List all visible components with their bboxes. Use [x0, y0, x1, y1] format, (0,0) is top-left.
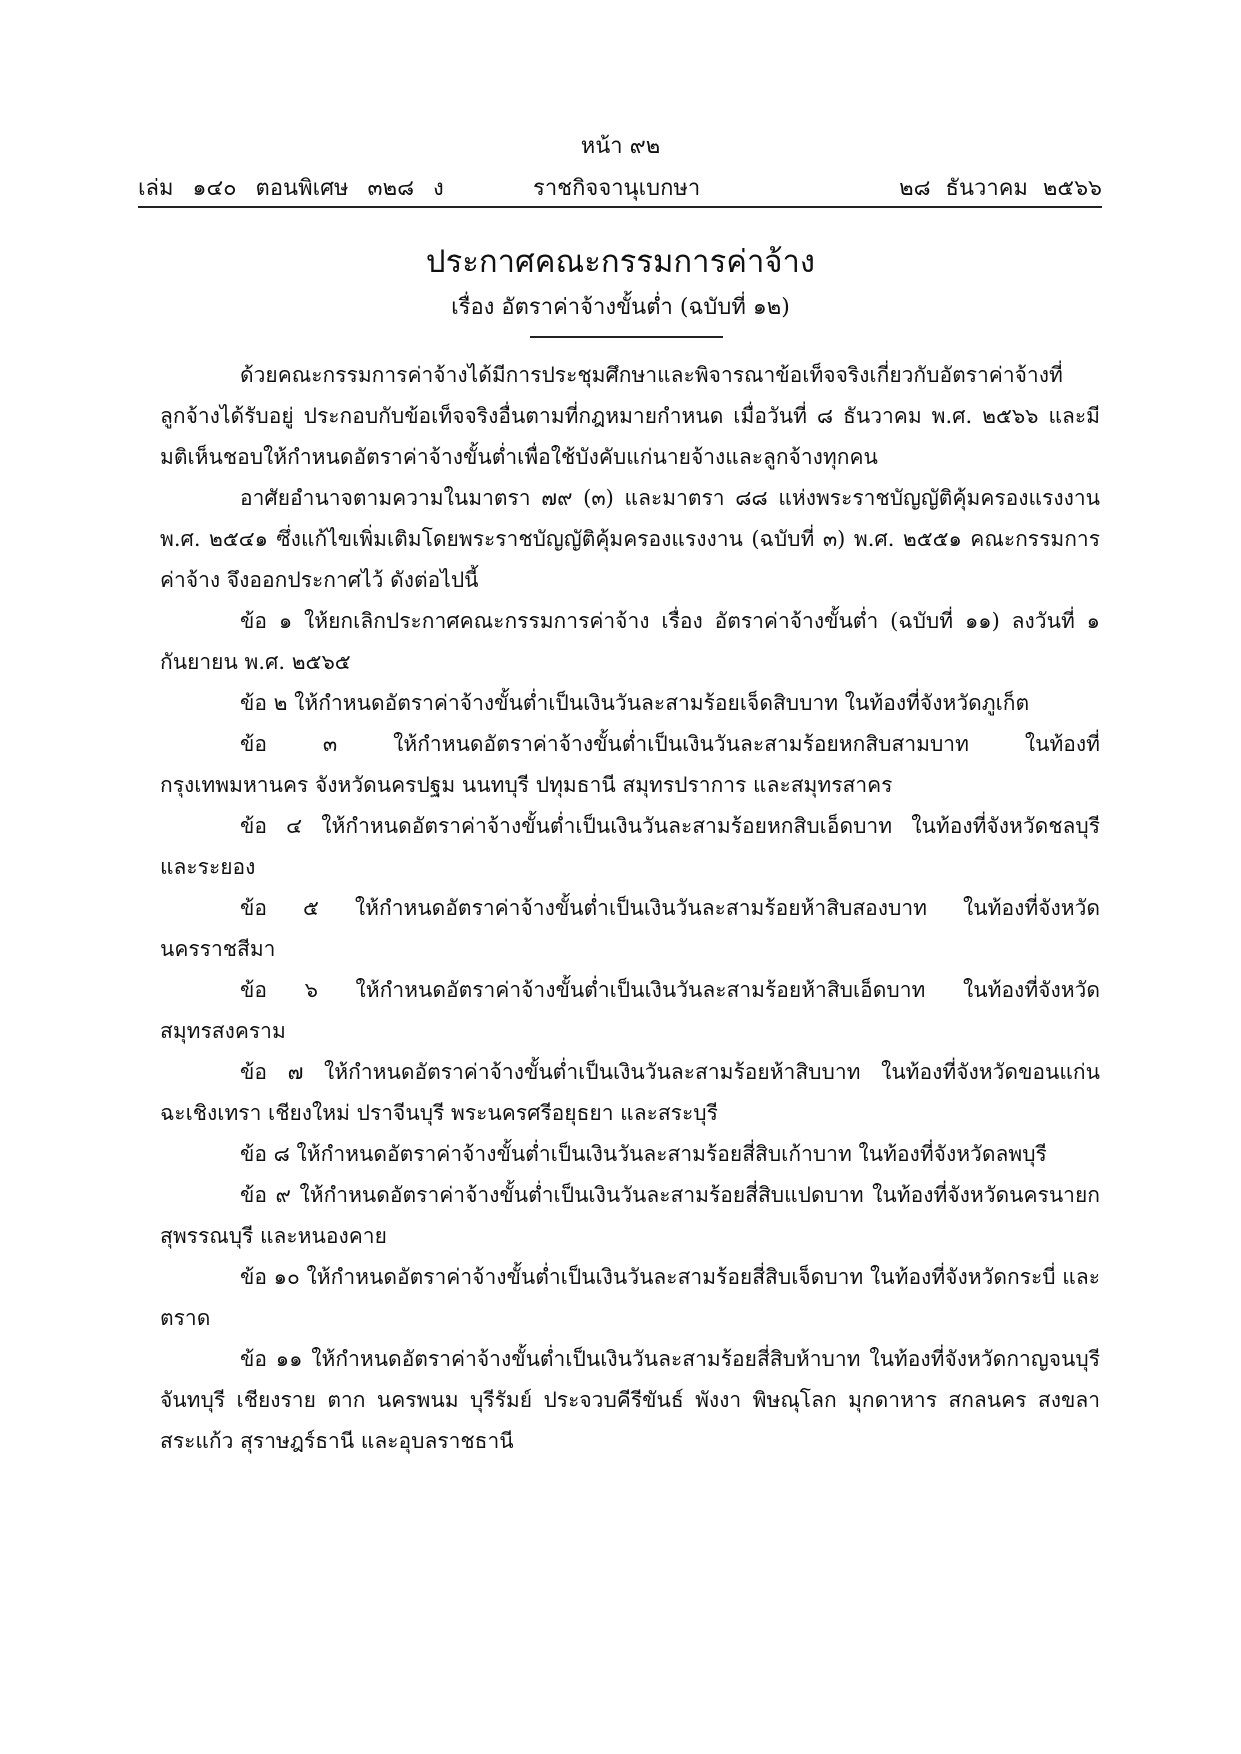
- paragraph-preamble: ด้วยคณะกรรมการค่าจ้างได้มีการประชุมศึกษาและพิจารณาข้อเท็จจริงเกี่ยวกับอัตราค่าจ้างที่ลูกจ้างได้รับอยู่ ประกอบกับข้อเท็จจริงอื่นตามที่กฎหมายกำหนด เมื่อวันที่ ๘ ธันวาคม พ.ศ. ๒๕๖๖ และมีมติเห็นชอบให้กำหนดอัตราค่าจ้างขั้นต่ำเพื่อใช้บังคับแก่นายจ้างและลูกจ้างทุกคน: [160, 363, 1100, 469]
- clause-3: ข้อ ๓ ให้กำหนดอัตราค่าจ้างขั้นต่ำเป็นเงินวันละสามร้อยหกสิบสามบาท ในท้องที่กรุงเทพมหานคร จังหวัดนครปฐม นนทบุรี ปทุมธานี สมุทรปราการ และสมุทรสาคร: [160, 732, 1100, 797]
- clause-4: ข้อ ๔ ให้กำหนดอัตราค่าจ้างขั้นต่ำเป็นเงินวันละสามร้อยหกสิบเอ็ดบาท ในท้องที่จังหวัดชลบุรี และระยอง: [160, 814, 1100, 879]
- clause-7: ข้อ ๗ ให้กำหนดอัตราค่าจ้างขั้นต่ำเป็นเงินวันละสามร้อยห้าสิบบาท ในท้องที่จังหวัดขอนแก่น ฉะเชิงเทรา เชียงใหม่ ปราจีนบุรี พระนครศรีอยุธยา และสระบุรี: [160, 1060, 1100, 1125]
- clause-9: ข้อ ๙ ให้กำหนดอัตราค่าจ้างขั้นต่ำเป็นเงินวันละสามร้อยสี่สิบแปดบาท ในท้องที่จังหวัดนครนายก สุพรรณบุรี และหนองคาย: [160, 1183, 1100, 1248]
- clause-2: ข้อ ๒ ให้กำหนดอัตราค่าจ้างขั้นต่ำเป็นเงินวันละสามร้อยเจ็ดสิบบาท ในท้องที่จังหวัดภูเก็ต: [240, 691, 1030, 715]
- title-divider: [530, 336, 723, 338]
- page-number: หน้า ๙๒: [580, 134, 661, 159]
- clause-11: ข้อ ๑๑ ให้กำหนดอัตราค่าจ้างขั้นต่ำเป็นเงินวันละสามร้อยสี่สิบห้าบาท ในท้องที่จังหวัดกาญจนบุรี จันทบุรี เชียงราย ตาก นครพนม บุรีรัมย์ ประจวบคีรีขันธ์ พังงา พิษณุโลก มุกดาหาร สกลนคร สงขลา สระแก้ว สุราษฎร์ธานี และอุบลราชธานี: [160, 1347, 1100, 1453]
- clause-10: ข้อ ๑๐ ให้กำหนดอัตราค่าจ้างขั้นต่ำเป็นเงินวันละสามร้อยสี่สิบเจ็ดบาท ในท้องที่จังหวัดกระบี่ และตราด: [160, 1265, 1100, 1330]
- gazette-header: [138, 170, 1102, 204]
- paragraph-authority: อาศัยอำนาจตามความในมาตรา ๗๙ (๓) และมาตรา ๘๘ แห่งพระราชบัญญัติคุ้มครองแรงงาน พ.ศ. ๒๕๔๑ ซึ่งแก้ไขเพิ่มเติมโดยพระราชบัญญัติคุ้มครองแรงงาน (ฉบับที่ ๓) พ.ศ. ๒๕๕๑ คณะกรรมการค่าจ้าง จึงออกประกาศไว้ ดังต่อไปนี้: [160, 486, 1100, 592]
- document-subtitle: เรื่อง อัตราค่าจ้างขั้นต่ำ (ฉบับที่ ๑๒): [451, 295, 790, 320]
- clause-1: ข้อ ๑ ให้ยกเลิกประกาศคณะกรรมการค่าจ้าง เรื่อง อัตราค่าจ้างขั้นต่ำ (ฉบับที่ ๑๑) ลงวันที่ ๑ กันยายน พ.ศ. ๒๕๖๕: [160, 609, 1100, 674]
- document-title: ประกาศคณะกรรมการค่าจ้าง: [425, 244, 816, 280]
- clause-8: ข้อ ๘ ให้กำหนดอัตราค่าจ้างขั้นต่ำเป็นเงินวันละสามร้อยสี่สิบเก้าบาท ในท้องที่จังหวัดลพบุรี: [240, 1142, 1047, 1166]
- publication-name: ราชกิจจานุเบกษา: [533, 176, 701, 201]
- publication-date: ๒๘ ธันวาคม ๒๕๖๖: [899, 176, 1102, 201]
- clause-5: ข้อ ๕ ให้กำหนดอัตราค่าจ้างขั้นต่ำเป็นเงินวันละสามร้อยห้าสิบสองบาท ในท้องที่จังหวัดนครราชสีมา: [160, 896, 1100, 961]
- header-divider: [138, 206, 1102, 208]
- document-body: [160, 355, 1100, 1462]
- volume-info: เล่ม ๑๔๐ ตอนพิเศษ ๓๒๘ ง: [138, 176, 444, 201]
- clause-6: ข้อ ๖ ให้กำหนดอัตราค่าจ้างขั้นต่ำเป็นเงินวันละสามร้อยห้าสิบเอ็ดบาท ในท้องที่จังหวัดสมุทรสงคราม: [160, 978, 1100, 1043]
